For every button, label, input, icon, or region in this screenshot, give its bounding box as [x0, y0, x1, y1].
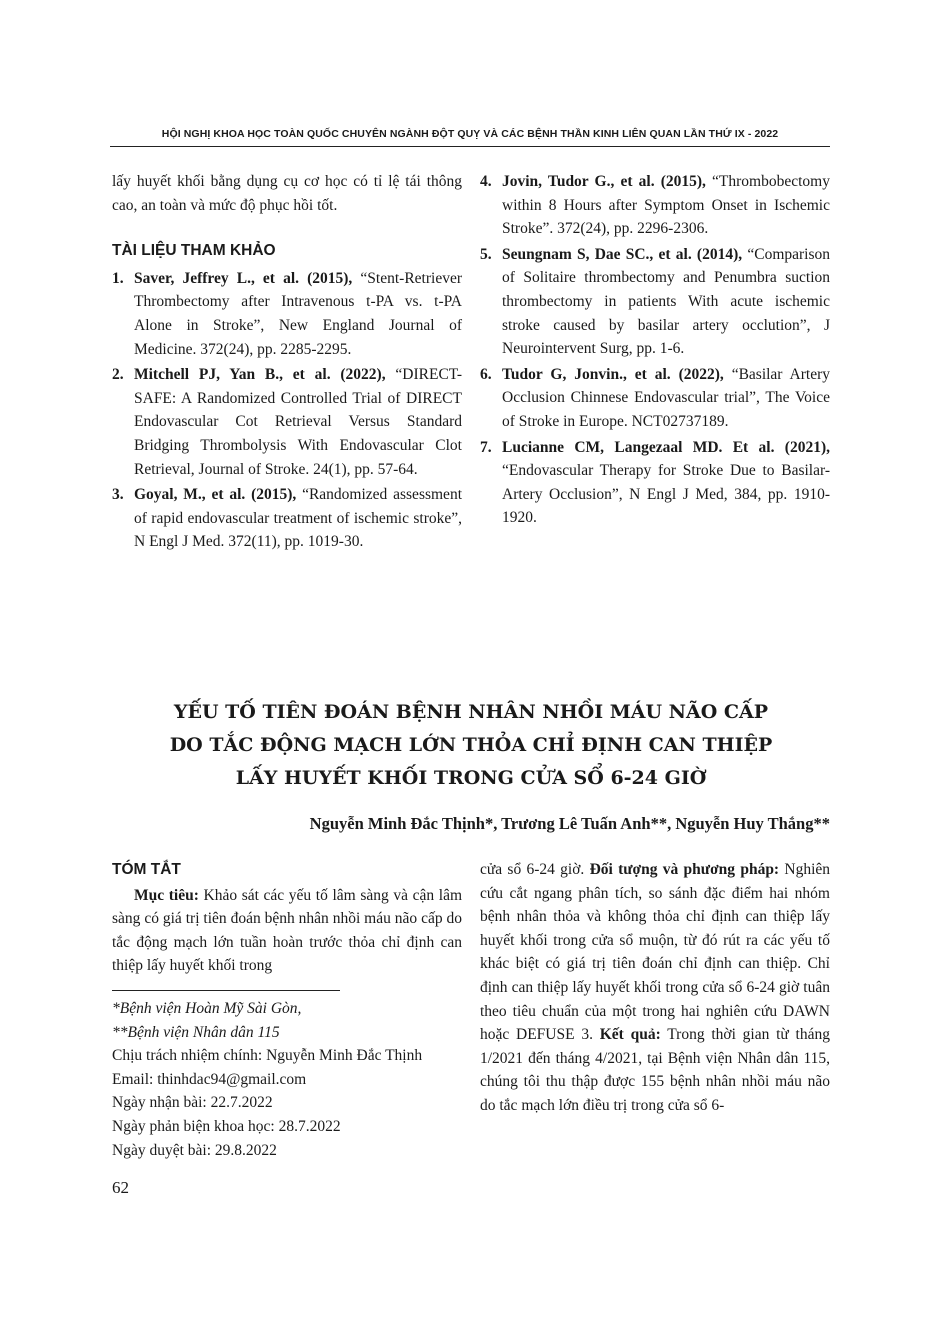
reference-text: “Stent-Retriever Thrombectomy after Intravenous t-PA vs. t-PA Alone in Stroke”, New England Journal of Medicine. 372(24), pp. 2285-2295. — [134, 269, 462, 358]
reference-item — [480, 363, 830, 434]
email: Email: thinhdac94@gmail.com — [112, 1070, 307, 1088]
reference-number: 7. — [480, 438, 492, 456]
reference-text: “Basilar Artery Occlusion Chinnese Endovascular trial”, The Voice of Stroke in Europe. NCT02737189. — [502, 365, 830, 430]
reference-body — [134, 483, 462, 554]
page-number: 62 — [112, 1178, 129, 1197]
reference-authors: Jovin, Tudor G., et al. (2015), — [502, 173, 706, 190]
methods-text: Nghiên cứu cắt ngang phân tích, so sánh đặc điểm hai nhóm bệnh nhân thỏa và không thỏa chỉ định can thiệp lấy huyết khối trong cửa sổ muộn, từ đó rút ra các yếu tố khác biệt có giá trị tiên đoán chỉ định can thiệp. Chỉ định can thiệp lấy huyết khối trong cửa sổ 6-24 giờ tuân theo tiêu chuẩn của một trong hai nghiên cứu DAWN hoặc DEFUSE 3. — [480, 861, 831, 1044]
received-date: Ngày nhận bài: 22.7.2022 — [112, 1094, 273, 1112]
running-header: HỘI NGHỊ KHOA HỌC TOÀN QUỐC CHUYÊN NGÀNH ĐỘT QUỴ VÀ CÁC BỆNH THẦN KINH LIÊN QUAN LẦN THỨ IX - 2022 — [161, 128, 779, 140]
reference-body — [134, 363, 462, 481]
intro-tail-paragraph: lấy huyết khối bằng dụng cụ cơ học có tỉ lệ tái thông cao, an toàn và mức độ phục hồi tốt. — [112, 173, 462, 214]
references-heading: TÀI LIỆU THAM KHẢO — [112, 242, 276, 260]
top-left-column — [112, 170, 462, 556]
reference-body — [502, 170, 830, 241]
reference-text: “Randomized assessment of rapid endovascular treatment of ischemic stroke”, N Engl J Med. 372(11), pp. 1019-30. — [134, 486, 462, 551]
abstract-right-column — [480, 858, 830, 1118]
reference-item — [112, 267, 462, 361]
results-text: Trong thời gian từ tháng 1/2021 đến tháng 4/2021, tại Bệnh viện Nhân dân 115, chúng tôi thu thập được 155 bệnh nhân nhồi máu não do tắc mạch lớn điều trị trong cửa sổ 6- — [480, 1026, 830, 1114]
accepted-date: Ngày duyệt bài: 29.8.2022 — [112, 1141, 277, 1159]
reference-number: 6. — [480, 365, 492, 383]
reference-authors: Goyal, M., et al. (2015), — [134, 486, 297, 504]
reference-item — [480, 170, 830, 241]
reference-number: 3. — [112, 486, 124, 504]
reference-body — [502, 363, 830, 434]
article-title — [112, 696, 830, 795]
reference-authors: Saver, Jeffrey L., et al. (2015), — [134, 269, 353, 287]
header-rule — [110, 146, 830, 147]
reference-text: “DIRECT-SAFE: A Randomized Controlled Trial of DIRECT Endovascular Cot Retrieval Versus Standard Bridging Thrombolysis With Endovascular Clot Retrieval, Journal of Stroke. 24(1), pp. 57-64. — [134, 366, 462, 478]
reference-item — [112, 363, 462, 481]
reference-authors: Seungnam S, Dae SC., et al. (2014), — [502, 245, 743, 263]
abstract-heading: TÓM TẮT — [112, 861, 181, 878]
reference-number: 5. — [480, 245, 492, 263]
reference-item — [112, 483, 462, 554]
article-authors: Nguyễn Minh Đắc Thịnh*, Trương Lê Tuấn Anh**, Nguyễn Huy Thắng** — [309, 814, 830, 833]
abstract-continued-text: cửa sổ 6-24 giờ. — [480, 861, 590, 878]
reference-number: 1. — [112, 269, 124, 287]
reference-body — [502, 243, 830, 361]
footnote-rule — [112, 990, 340, 991]
objective-label: Mục tiêu: — [134, 886, 199, 904]
abstract-continued-paragraph — [480, 858, 830, 1118]
corresponding-author: Chịu trách nhiệm chính: Nguyễn Minh Đắc Thịnh — [112, 1047, 423, 1065]
reference-body — [502, 436, 830, 530]
reference-number: 2. — [112, 366, 124, 384]
results-label: Kết quả: — [599, 1026, 661, 1044]
abstract-left-column — [112, 858, 462, 1162]
affiliation-1: *Bệnh viện Hoàn Mỹ Sài Gòn, — [112, 999, 302, 1017]
reference-text: “Thrombobectomy within 8 Hours after Symptom Onset in Ischemic Stroke”. 372(24), pp. 2296-2306. — [502, 173, 830, 238]
title-line: DO TẮC ĐỘNG MẠCH LỚN THỎA CHỈ ĐỊNH CAN THIỆP — [169, 734, 773, 756]
reference-text: “Endovascular Therapy for Stroke Due to Basilar-Artery Occlusion”, N Engl J Med, 384, pp. 1910-1920. — [502, 462, 830, 527]
reference-body — [134, 267, 462, 361]
title-line: LẤY HUYẾT KHỐI TRONG CỬA SỔ 6-24 GIỜ — [235, 767, 707, 789]
footnotes — [112, 997, 462, 1162]
reference-item — [480, 436, 830, 530]
reference-number: 4. — [480, 173, 492, 190]
reference-authors: Tudor G, Jonvin., et al. (2022), — [502, 365, 724, 383]
reviewed-date: Ngày phản biện khoa học: 28.7.2022 — [112, 1117, 341, 1135]
methods-label: Đối tượng và phương pháp: — [589, 861, 780, 878]
reference-item — [480, 243, 830, 361]
affiliation-2: **Bệnh viện Nhân dân 115 — [112, 1023, 280, 1041]
title-line: YẾU TỐ TIÊN ĐOÁN BỆNH NHÂN NHỒI MÁU NÃO CẤP — [173, 701, 769, 723]
objective-text: Khảo sát các yếu tố lâm sàng và cận lâm sàng có giá trị tiên đoán bệnh nhân nhồi máu não cấp do tắc động mạch lớn tuần hoàn trước thỏa chỉ định can thiệp lấy huyết khối trong — [112, 886, 462, 975]
top-right-column — [480, 170, 830, 532]
reference-text: “Comparison of Solitaire thrombectomy and Penumbra suction thrombectomy in patients With acute ischemic stroke caused by basilar artery occlution”, J Neurointervent Surg, pp. 1-6. — [502, 245, 831, 358]
objective-paragraph — [112, 884, 462, 978]
reference-authors: Lucianne CM, Langezaal MD. Et al. (2021), — [502, 438, 830, 456]
reference-authors: Mitchell PJ, Yan B., et al. (2022), — [134, 366, 386, 384]
